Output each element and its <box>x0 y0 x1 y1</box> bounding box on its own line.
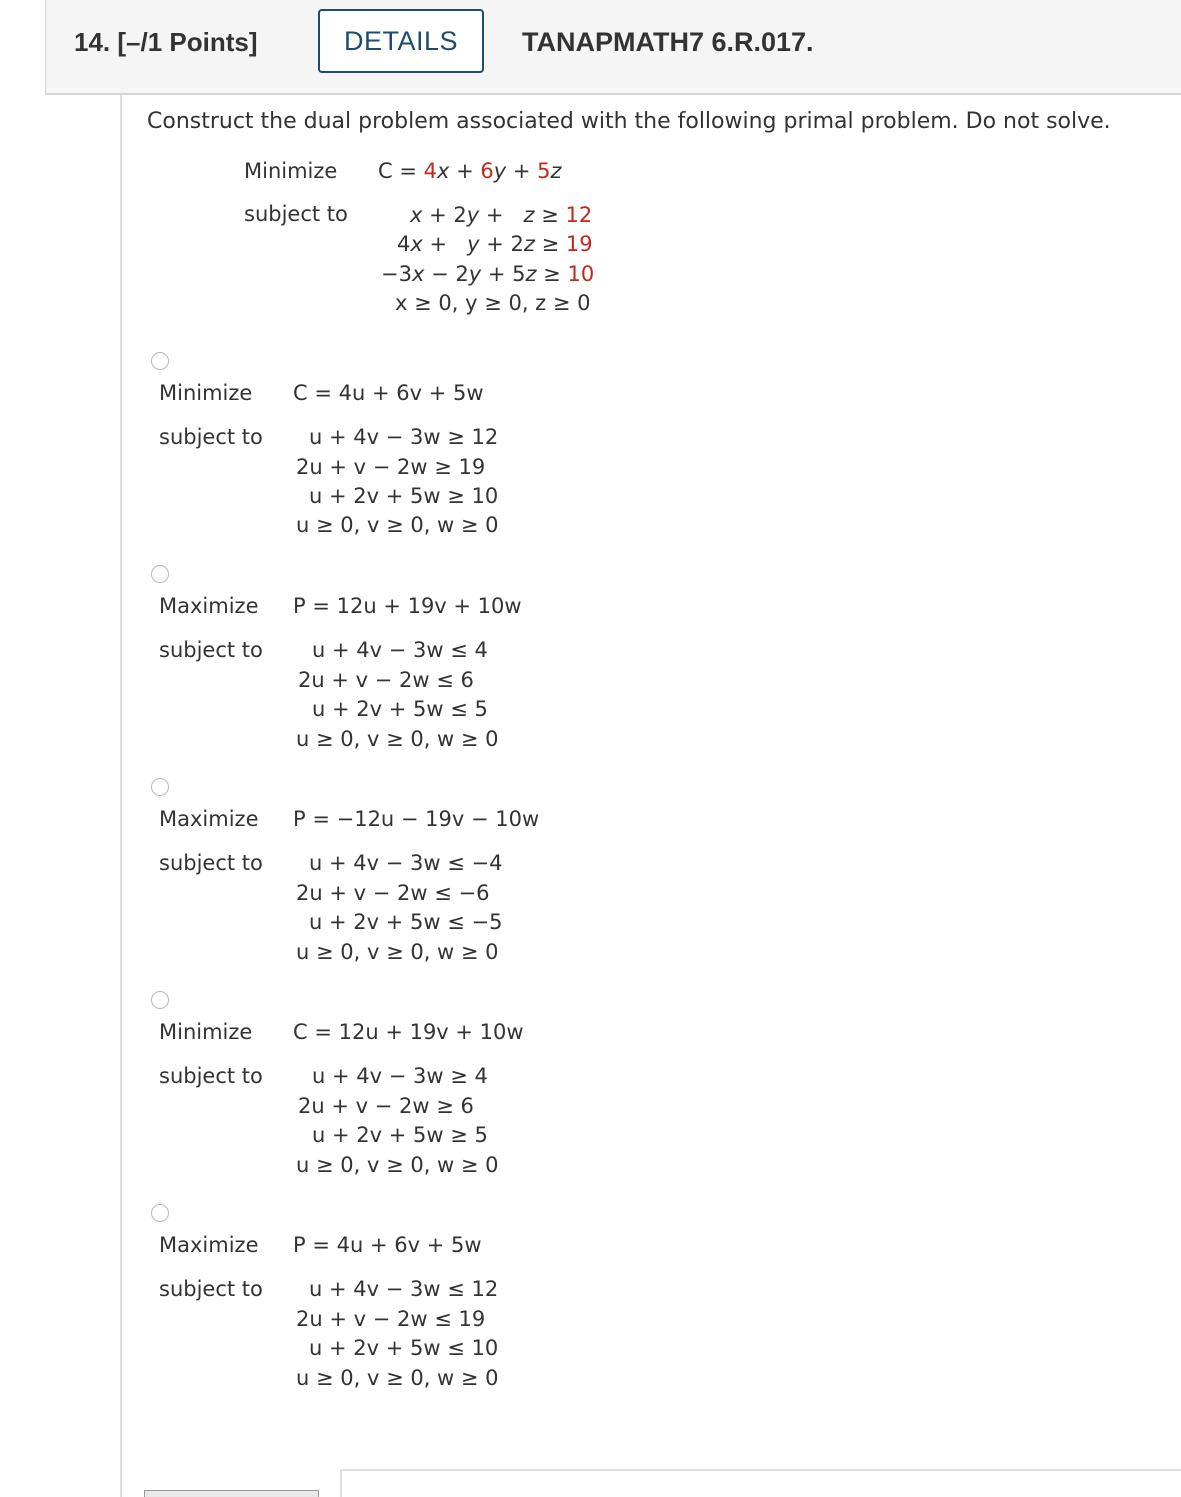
option-constraint: 2u + v − 2w ≤ 19 <box>296 1307 486 1331</box>
option-constraint: u + 2v + 5w ≤ −5 <box>309 910 503 934</box>
option-constraint: u + 4v − 3w ≤ 12 <box>309 1277 499 1301</box>
option-constraint: u + 2v + 5w ≤ 10 <box>309 1336 499 1360</box>
option-subject-to: subject to <box>159 425 263 449</box>
primal-subject-to: subject to <box>244 202 348 226</box>
details-button[interactable]: DETAILS <box>318 9 484 73</box>
option-constraint: 2u + v − 2w ≥ 19 <box>296 455 486 479</box>
footer-divider <box>340 1469 1181 1471</box>
option-constraint: u + 2v + 5w ≥ 10 <box>309 484 499 508</box>
option-objective: P = −12u − 19v − 10w <box>293 807 540 831</box>
option-constraint: u + 4v − 3w ≤ 4 <box>312 638 488 662</box>
option-nonneg: u ≥ 0, v ≥ 0, w ≥ 0 <box>296 513 499 537</box>
question-prompt: Construct the dual problem associated with the following primal problem. Do not solve. <box>147 109 1111 134</box>
question-header <box>45 0 1181 95</box>
primal-constraint-1: x + 2y + z ≥ 12 <box>410 203 593 227</box>
option-subject-to: subject to <box>159 1277 263 1301</box>
option-nonneg: u ≥ 0, v ≥ 0, w ≥ 0 <box>296 940 499 964</box>
option-nonneg: u ≥ 0, v ≥ 0, w ≥ 0 <box>296 727 499 751</box>
option-subject-to: subject to <box>159 638 263 662</box>
option-objective-keyword: Minimize <box>159 381 253 405</box>
option-constraint: 2u + v − 2w ≤ 6 <box>298 668 474 692</box>
option-objective-keyword: Maximize <box>159 1233 259 1257</box>
option-constraint: u + 4v − 3w ≥ 12 <box>309 425 499 449</box>
option-objective: P = 4u + 6v + 5w <box>293 1233 482 1257</box>
option-constraint: 2u + v − 2w ≥ 6 <box>298 1094 474 1118</box>
primal-constraint-2: 4x + y + 2z ≥ 19 <box>397 232 593 256</box>
submit-button-partial[interactable] <box>144 1490 319 1497</box>
option-objective: C = 4u + 6v + 5w <box>293 381 484 405</box>
option-objective-keyword: Maximize <box>159 594 259 618</box>
question-number: 14. [–/1 Points] <box>74 27 258 57</box>
primal-nonneg: x ≥ 0, y ≥ 0, z ≥ 0 <box>395 291 591 315</box>
option-objective-keyword: Minimize <box>159 1020 253 1044</box>
content-gutter-line <box>120 95 122 1497</box>
option-objective: P = 12u + 19v + 10w <box>293 594 522 618</box>
option-objective: C = 12u + 19v + 10w <box>293 1020 524 1044</box>
option-radio[interactable] <box>151 991 169 1009</box>
option-subject-to: subject to <box>159 1064 263 1088</box>
option-radio[interactable] <box>151 778 169 796</box>
option-constraint: u + 4v − 3w ≥ 4 <box>312 1064 488 1088</box>
option-objective-keyword: Maximize <box>159 807 259 831</box>
primal-objective-keyword: Minimize <box>244 159 338 183</box>
option-nonneg: u ≥ 0, v ≥ 0, w ≥ 0 <box>296 1153 499 1177</box>
footer-divider-vertical <box>340 1469 342 1497</box>
option-constraint: u + 2v + 5w ≤ 5 <box>312 697 488 721</box>
option-constraint: u + 4v − 3w ≤ −4 <box>309 851 503 875</box>
option-subject-to: subject to <box>159 851 263 875</box>
problem-code: TANAPMATH7 6.R.017. <box>522 27 814 57</box>
option-constraint: 2u + v − 2w ≤ −6 <box>296 881 490 905</box>
option-radio[interactable] <box>151 1204 169 1222</box>
primal-objective: C = 4x + 6y + 5z <box>378 159 562 183</box>
option-nonneg: u ≥ 0, v ≥ 0, w ≥ 0 <box>296 1366 499 1390</box>
option-constraint: u + 2v + 5w ≥ 5 <box>312 1123 488 1147</box>
option-radio[interactable] <box>151 565 169 583</box>
option-radio[interactable] <box>151 352 169 370</box>
primal-constraint-3: −3x − 2y + 5z ≥ 10 <box>381 262 595 286</box>
